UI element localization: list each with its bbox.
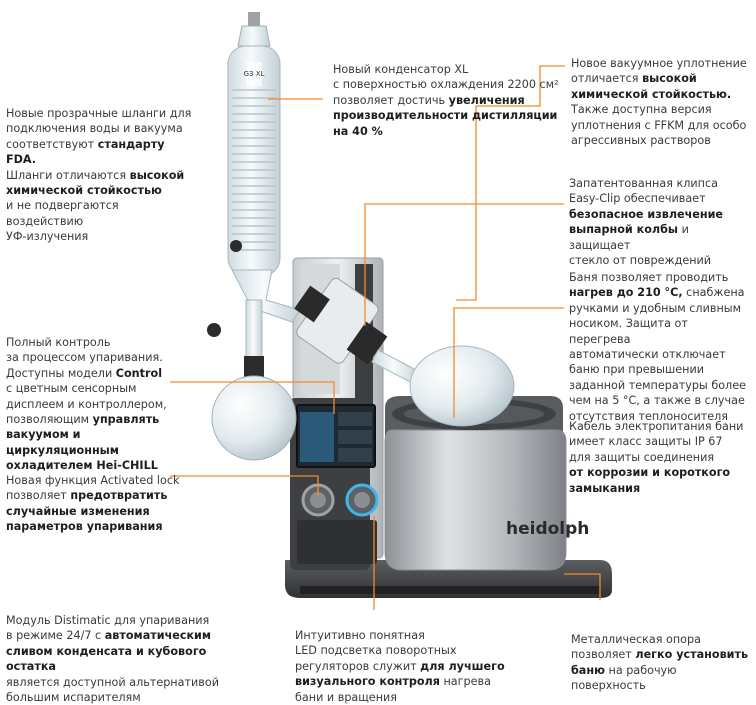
callout-condenser-text-0: Новый конденсатор XL с поверхностью охлаждения 2200 см² позволяет достичь: [333, 63, 559, 107]
callout-cable-text-0: Кабель электропитания бани имеет класс защиты IP 67 для защиты соединения: [569, 420, 744, 464]
callout-hoses-text-0: Новые прозрачные шланги для подключения воды и вакуума соответствуют: [6, 107, 192, 151]
callout-metal-stand: [571, 632, 751, 694]
callout-distimatic-text-0: Модуль Distimatic для упаривания в режиме 24/7 с: [6, 614, 210, 643]
callout-hoses-text-4: и не подвергаются воздействию УФ-излучения: [6, 199, 119, 244]
callout-distimatic-text-2: является доступной альтернативой большим испарителям: [6, 675, 219, 705]
callout-metal-stand-text-1: легко установить баню: [571, 648, 749, 677]
callout-vacuum-seal: [571, 56, 751, 148]
callout-distimatic: [6, 613, 246, 705]
callout-hoses-text-1: стандарту FDA.: [6, 137, 165, 167]
callout-easy-clip-text-0: Запатентованная клипса Easy-Clip обеспечивает: [569, 177, 718, 206]
callout-control-text-3: управлять вакуумом и циркуляционным охладителем Hei-CHILL: [6, 413, 160, 473]
callout-distimatic-text-1: автоматическим сливом конденсата и кубового остатка: [6, 629, 212, 674]
callout-easy-clip-text-1: безопасное извлечение выпарной колбы: [569, 207, 724, 237]
callout-activated-lock-text-1: предотвратить случайные изменения параметров упаривания: [6, 489, 168, 534]
callout-metal-stand-text-2: на рабочую поверхность: [571, 663, 677, 693]
callout-hoses-text-3: высокой химической стойкостью: [6, 168, 185, 198]
callout-metal-stand-text-0: Металлическая опора позволяет: [571, 633, 701, 662]
callout-hoses-text-2: Шланги отличаются: [6, 168, 127, 182]
callout-activated-lock-text-0: Новая функция Activated lock позволяет: [6, 474, 180, 503]
callout-condenser-text-1: увеличения производительности дистилляции на 40 %: [333, 93, 558, 138]
callout-easy-clip: [569, 176, 751, 268]
callout-control-text-2: с цветным сенсорным дисплеем и контроллером, позволяющим: [6, 382, 167, 427]
callout-vacuum-seal-text-2: Также доступна версия уплотнения с FFKM для особо агрессивных растворов: [571, 103, 747, 148]
receiving-flask: [212, 356, 296, 460]
brand-logo: heidolph: [506, 519, 590, 539]
callout-led-knobs-text-0: Интуитивно понятная LED подсветка поворотных регуляторов служит: [295, 629, 457, 673]
callout-vacuum-seal-text-0: Новое вакуумное уплотнение отличается: [571, 57, 747, 86]
callout-cable-text-1: от коррозии и короткого замыкания: [569, 466, 731, 495]
callout-control: [6, 335, 186, 474]
callout-cable: [569, 419, 753, 496]
callout-bath: [569, 270, 751, 424]
callout-control-text-0: Полный контроль за процессом упаривания. Доступны модели: [6, 336, 163, 380]
condenser-label: G3 XL: [243, 70, 265, 78]
condenser-xl: [207, 12, 300, 360]
callout-bath-text-1: нагрев до 210 °C,: [569, 286, 683, 300]
callout-activated-lock: [6, 473, 186, 535]
control-panel: [290, 398, 377, 570]
callout-led-knobs-text-2: нагрева бани и вращения: [295, 675, 491, 704]
callout-bath-text-0: Баня позволяет проводить: [569, 271, 729, 284]
callout-led-knobs: [295, 628, 510, 705]
callout-control-text-1: Control: [115, 366, 163, 380]
callout-bath-text-2: снабжена ручками и удобным сливным носиком. Защита от перегрева автоматически отключает баню при превышении заданной температуры более чем на 5 °C, а также в случае отсутствия теплоносителя: [569, 286, 746, 423]
callout-led-knobs-text-1: для лучшего визуального контроля: [295, 659, 505, 689]
callout-vacuum-seal-text-1: высокой химической стойкостью.: [571, 72, 732, 101]
callout-easy-clip-text-2: и защищает стекло от повреждений: [569, 223, 712, 268]
callout-condenser: [333, 62, 565, 139]
callout-hoses: [6, 106, 196, 245]
